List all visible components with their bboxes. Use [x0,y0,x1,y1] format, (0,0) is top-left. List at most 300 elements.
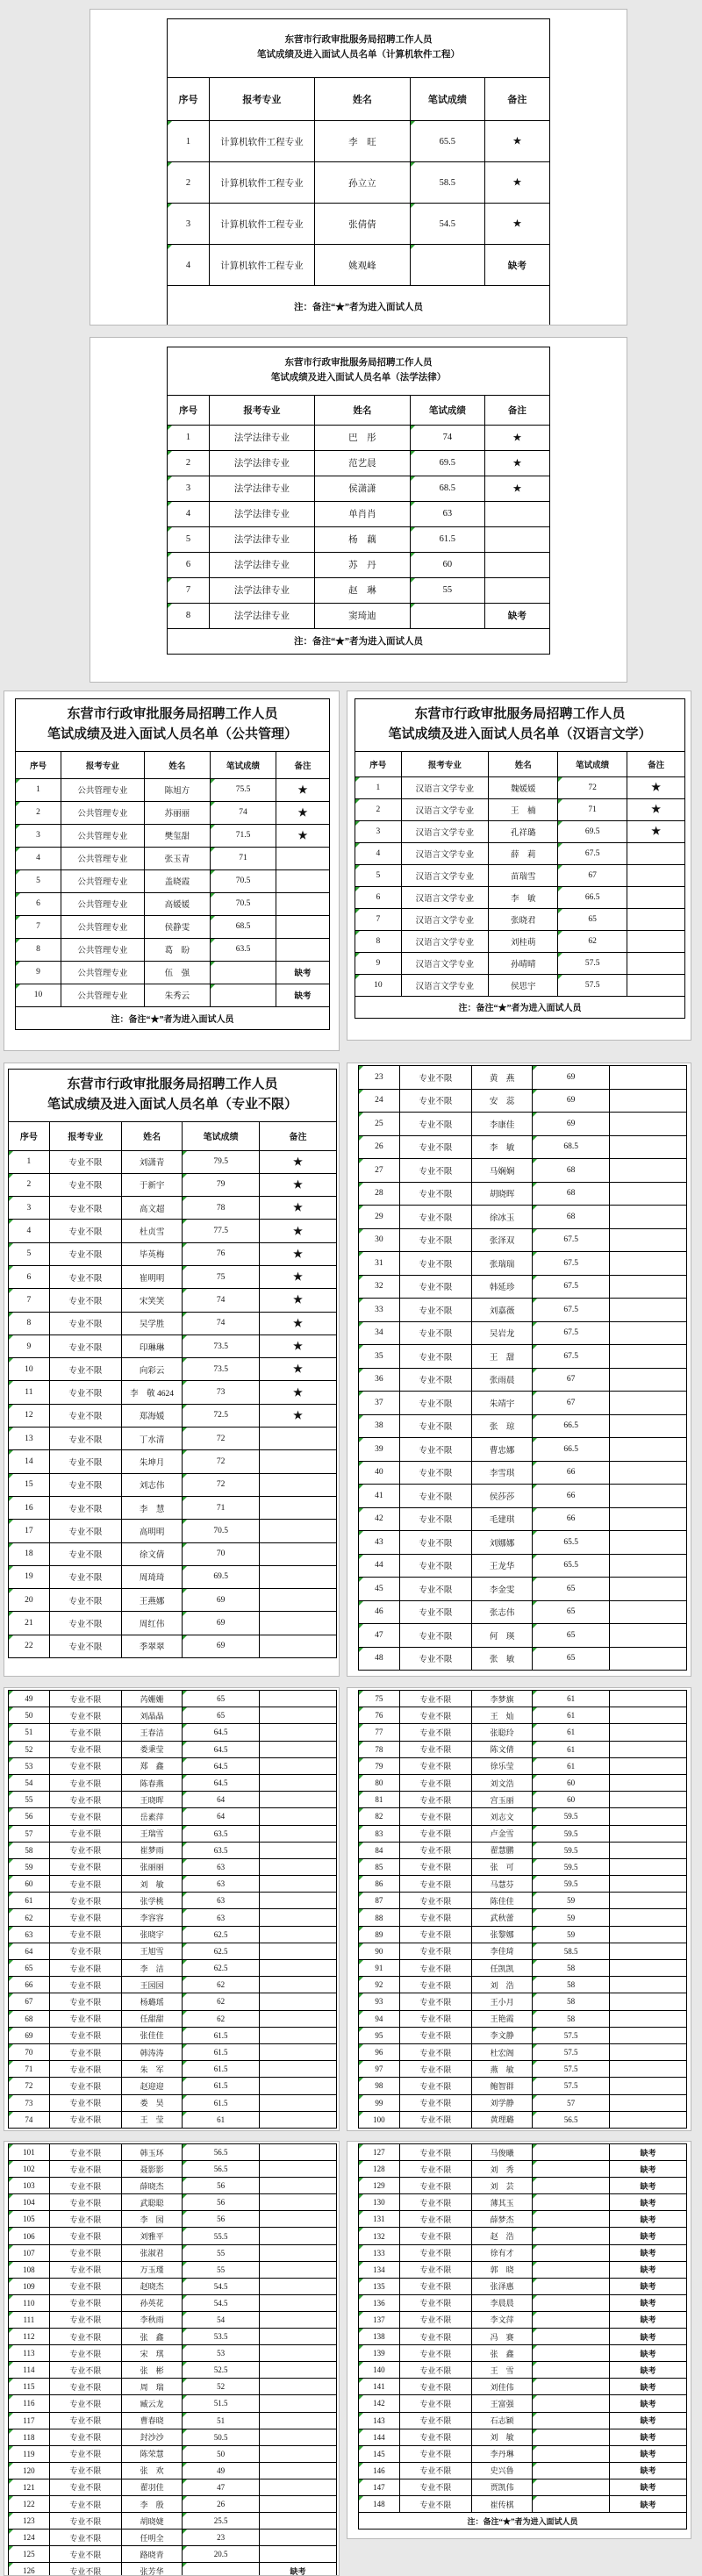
cell-seq: 81 [359,1792,400,1808]
cell-major: 专业不限 [49,1289,121,1312]
cell-seq: 91 [359,1960,400,1977]
cell-score: 63 [410,501,484,526]
cell-major: 汉语言文学专业 [401,886,489,908]
cell-major: 专业不限 [49,2278,121,2294]
cell-major: 计算机软件工程专业 [209,121,314,162]
table-row [359,2161,687,2178]
cell-remark [260,1943,337,1959]
cell-seq: 2 [355,798,402,820]
cell-remark [260,1741,337,1757]
cell-seq: 8 [355,930,402,952]
sheet-title [168,347,550,396]
table-row [359,1228,687,1252]
cell-score [533,2244,610,2261]
table-row [9,2261,337,2278]
cell-major: 专业不限 [49,2244,121,2261]
cell-seq: 4 [355,842,402,864]
cell-remark [484,526,549,552]
cell-name: 葛 盼 [144,938,210,961]
table-row [359,1842,687,1858]
cell-major: 专业不限 [49,1774,121,1791]
title-row [355,699,685,752]
cell-seq: 8 [168,603,210,628]
cell-name: 宋笑笑 [122,1289,183,1312]
cell-seq: 42 [359,1507,400,1531]
table-row [359,1345,687,1369]
cell-major: 专业不限 [399,1159,471,1183]
cell-remark: 缺考 [484,245,549,286]
table-row [359,2345,687,2362]
col-major: 报考专业 [209,78,314,121]
title-line-2: 笔试成绩及进入面试人员名单（计算机软件工程） [257,50,460,60]
table-row [359,1299,687,1322]
table-row [9,1858,337,1875]
cell-major: 专业不限 [399,2211,471,2228]
cell-name: 翟羽佳 [122,2479,183,2495]
cell-seq: 92 [359,1977,400,1993]
cell-name: 宋 琪 [122,2345,183,2362]
cell-seq: 66 [9,1977,50,1993]
cell-remark [610,2111,687,2128]
cell-major: 专业不限 [399,2462,471,2479]
cell-major: 汉语言文学专业 [401,776,489,798]
cell-name: 冯 赛 [472,2329,533,2345]
cell-remark [260,1960,337,1977]
cell-major: 专业不限 [49,1565,121,1588]
cell-name: 李容容 [122,1909,183,1926]
cell-major: 专业不限 [49,2412,121,2429]
table-row [359,2061,687,2078]
table-row [359,1724,687,1741]
cell-score [210,984,276,1006]
cell-score [533,2278,610,2294]
cell-remark [610,1113,687,1136]
title-line-1: 东营市行政审批服务局招聘工作人员 [414,707,626,721]
cell-major: 专业不限 [49,1792,121,1808]
table-row [9,2495,337,2512]
cell-score: 70.5 [210,892,276,915]
cell-seq: 124 [9,2529,50,2546]
cell-score: 61.5 [410,526,484,552]
table-row [16,847,330,869]
cell-name: 陈春燕 [122,1774,183,1791]
cell-remark [610,1960,687,1977]
title-line-2: 笔试成绩及进入面试人员名单（汉语言文学） [388,727,652,742]
cell-major: 专业不限 [49,1404,121,1427]
cell-remark [276,892,330,915]
cell-major: 专业不限 [399,1893,471,1909]
table-row [359,2479,687,2495]
cell-major: 计算机软件工程专业 [209,245,314,286]
table-row [9,1242,337,1265]
cell-remark [260,1893,337,1909]
table-row [9,1926,337,1943]
cell-score: 67.5 [533,1228,610,1252]
cell-seq: 30 [359,1228,400,1252]
title-row [168,347,550,396]
cell-major: 专业不限 [49,1724,121,1741]
cell-score: 54.5 [183,2294,260,2311]
cell-score [533,2429,610,2445]
cell-score: 65.5 [410,121,484,162]
cell-name: 马娴娴 [472,1159,533,1183]
cell-score: 57.5 [558,952,627,974]
cell-remark [260,1825,337,1842]
cell-remark [260,1842,337,1858]
cell-remark [610,1368,687,1392]
cell-remark [260,2244,337,2261]
cell-seq: 39 [359,1438,400,1462]
cell-seq: 87 [359,1893,400,1909]
cell-seq: 1 [168,425,210,450]
table-row [9,2043,337,2060]
table-row [9,1428,337,1450]
cell-name: 万玉瑾 [122,2261,183,2278]
cell-remark: 缺考 [276,961,330,984]
table-row [168,552,550,577]
cell-remark: 缺考 [610,2462,687,2479]
cell-name: 徐有才 [472,2244,533,2261]
cell-seq: 139 [359,2345,400,2362]
cell-major: 专业不限 [49,1635,121,1657]
table-row [355,798,685,820]
table-row [9,1691,337,1707]
table-row [355,842,685,864]
cell-name: 陈荣慧 [122,2445,183,2462]
cell-name: 徐文倩 [122,1542,183,1565]
cell-major: 专业不限 [49,2043,121,2060]
cell-seq: 26 [359,1135,400,1159]
cell-remark [260,2043,337,2060]
cell-name: 姚观峰 [314,245,410,286]
cell-seq: 105 [9,2211,50,2228]
cell-remark: ★ [276,778,330,801]
cell-remark [260,1858,337,1875]
cell-score [533,2329,610,2345]
cell-remark [610,1741,687,1757]
cell-remark [610,1724,687,1741]
cell-seq: 1 [16,778,61,801]
cell-score [533,2144,610,2161]
cell-major: 专业不限 [399,2228,471,2244]
cell-score: 52 [183,2379,260,2395]
sheet-unlimited-page-4 [347,1687,691,2131]
cell-major: 专业不限 [399,2061,471,2078]
cell-score: 55.5 [183,2228,260,2244]
cell-score: 67.5 [558,842,627,864]
cell-name: 韩涛涛 [122,2043,183,2060]
cell-seq: 74 [9,2111,50,2128]
cell-score: 70.5 [183,1520,260,1542]
table-row [9,2311,337,2328]
cell-major: 专业不限 [49,2027,121,2043]
cell-name: 王 甜 [472,1345,533,1369]
cell-name: 石志颖 [472,2412,533,2429]
cell-score: 50 [183,2445,260,2462]
table-row [9,1943,337,1959]
cell-name: 李佳琦 [472,1943,533,1959]
cell-score: 67.5 [533,1299,610,1322]
cell-name: 侯潇潇 [314,476,410,501]
table-row [9,1312,337,1335]
cell-score: 72.5 [183,1404,260,1427]
table-row [9,2445,337,2462]
cell-score: 65 [533,1578,610,1601]
table-row [9,1565,337,1588]
cell-name: 郑海媛 [122,1404,183,1427]
cell-seq: 118 [9,2429,50,2445]
table-row [168,121,550,162]
cell-name: 王燕娜 [122,1589,183,1612]
note-text: 注：备注“★”者为进入面试人员 [355,996,685,1018]
table-row [9,2462,337,2479]
cell-seq: 70 [9,2043,50,2060]
cell-name: 樊玺甜 [144,824,210,847]
cell-name: 吴岩龙 [472,1321,533,1345]
cell-name: 臧云龙 [122,2395,183,2412]
cell-score [183,2563,260,2576]
cell-major: 专业不限 [49,1943,121,1959]
cell-seq: 3 [16,824,61,847]
score-table [358,1690,687,2129]
table-row [9,1808,337,1825]
cell-major: 专业不限 [399,1438,471,1462]
cell-seq: 107 [9,2244,50,2261]
table-row [168,425,550,450]
cell-major: 专业不限 [399,2445,471,2462]
table-row [359,1066,687,1090]
table-row [359,2094,687,2111]
table-row [9,2546,337,2563]
cell-major: 专业不限 [399,2278,471,2294]
cell-seq: 140 [359,2362,400,2379]
cell-remark [610,1792,687,1808]
cell-seq: 12 [9,1404,50,1427]
cell-score: 49 [183,2462,260,2479]
cell-score: 56.5 [533,2111,610,2128]
cell-major: 专业不限 [49,2479,121,2495]
table-row [9,2429,337,2445]
cell-name: 娄 昊 [122,2094,183,2111]
cell-remark: 缺考 [610,2412,687,2429]
note-row [359,2513,687,2529]
cell-remark [260,1724,337,1741]
cell-score: 65 [183,1691,260,1707]
table-row [359,2329,687,2345]
sheet-title [355,699,685,752]
cell-seq: 2 [168,162,210,204]
cell-score: 67.5 [533,1321,610,1345]
cell-major: 专业不限 [49,2462,121,2479]
cell-name: 杨 藕 [314,526,410,552]
cell-major: 计算机软件工程专业 [209,204,314,245]
cell-major: 专业不限 [49,2194,121,2211]
cell-seq: 55 [9,1792,50,1808]
title-line-1: 东营市行政审批服务局招聘工作人员 [67,707,278,721]
cell-seq: 44 [359,1554,400,1578]
cell-seq: 98 [359,2078,400,2094]
cell-name: 王富强 [472,2395,533,2412]
table-row [359,1691,687,1707]
cell-score: 63 [183,1876,260,1893]
cell-seq: 21 [9,1612,50,1635]
cell-seq: 13 [9,1428,50,1450]
cell-score: 69.5 [558,820,627,842]
cell-remark: ★ [484,121,549,162]
table-row [359,2311,687,2328]
cell-score: 62 [558,930,627,952]
cell-name: 曹春晓 [122,2412,183,2429]
table-row [9,1774,337,1791]
table-row [359,1926,687,1943]
title-row [9,1070,337,1122]
cell-remark [260,1691,337,1707]
score-table [358,2143,687,2529]
cell-seq: 82 [359,1808,400,1825]
table-row [168,245,550,286]
cell-seq: 134 [359,2261,400,2278]
cell-remark [260,2178,337,2194]
cell-score: 67 [533,1392,610,1415]
cell-name: 李文萍 [472,2311,533,2328]
cell-score [533,2228,610,2244]
cell-major: 专业不限 [399,1993,471,2010]
table-row [9,2412,337,2429]
cell-major: 专业不限 [49,2111,121,2128]
cell-remark: 缺考 [610,2161,687,2178]
cell-score: 72 [183,1450,260,1473]
cell-seq: 45 [359,1578,400,1601]
cell-major: 专业不限 [49,1473,121,1496]
cell-major: 专业不限 [399,1531,471,1555]
cell-major: 专业不限 [399,1691,471,1707]
cell-major: 专业不限 [49,2211,121,2228]
cell-major: 公共管理专业 [61,778,144,801]
cell-major: 专业不限 [399,1066,471,1090]
table-row [359,1774,687,1791]
cell-name: 张 可 [472,1858,533,1875]
cell-major: 专业不限 [399,1926,471,1943]
cell-name: 韩延珍 [472,1275,533,1299]
cell-score: 64.5 [183,1757,260,1774]
cell-remark [260,2329,337,2345]
table-row [359,1909,687,1926]
col-seq: 序号 [168,395,210,425]
cell-name: 张聪玲 [472,1724,533,1741]
table-row [359,1438,687,1462]
cell-score: 69 [533,1089,610,1113]
table-row [359,2194,687,2211]
cell-seq: 144 [359,2429,400,2445]
table-row [9,1589,337,1612]
cell-major: 法学法律专业 [209,552,314,577]
cell-score: 71.5 [210,824,276,847]
cell-seq: 137 [359,2311,400,2328]
cell-name: 侯静雯 [144,915,210,938]
cell-remark [260,2429,337,2445]
cell-major: 专业不限 [49,2010,121,2027]
cell-score: 76 [183,1242,260,1265]
table-row [359,2178,687,2194]
cell-seq: 10 [16,984,61,1006]
cell-remark: 缺考 [610,2211,687,2228]
cell-seq: 18 [9,1542,50,1565]
cell-name: 聂影影 [122,2161,183,2178]
table-row [168,603,550,628]
cell-score: 66 [533,1507,610,1531]
cell-remark [610,1414,687,1438]
cell-score: 56 [183,2178,260,2194]
cell-score: 59.5 [533,1858,610,1875]
cell-score: 69 [533,1066,610,1090]
cell-seq: 125 [9,2546,50,2563]
cell-remark [260,2445,337,2462]
cell-major: 专业不限 [399,2043,471,2060]
cell-remark: ★ [484,476,549,501]
cell-remark [260,2529,337,2546]
table-row [355,776,685,798]
cell-name: 朱坤月 [122,1450,183,1473]
cell-seq: 106 [9,2228,50,2244]
cell-name: 封沙沙 [122,2429,183,2445]
cell-seq: 3 [9,1197,50,1220]
note-text: 注：备注“★”者为进入面试人员 [16,1006,330,1029]
cell-remark: 缺考 [610,2261,687,2278]
cell-score: 64 [183,1792,260,1808]
table-row [355,930,685,952]
cell-remark [260,2061,337,2078]
cell-score: 51.5 [183,2395,260,2412]
cell-name: 胡晓晖 [472,1182,533,1206]
cell-major: 专业不限 [399,1554,471,1578]
cell-name: 郑 鑫 [122,1757,183,1774]
table-row [359,2228,687,2244]
cell-remark [260,1473,337,1496]
cell-name: 李 园 [122,2211,183,2228]
cell-major: 法学法律专业 [209,603,314,628]
cell-remark: ★ [260,1312,337,1335]
table-row [9,2395,337,2412]
cell-seq: 37 [359,1392,400,1415]
cell-seq: 102 [9,2161,50,2178]
cell-remark [627,864,685,886]
cell-major: 汉语言文学专业 [401,930,489,952]
cell-name: 马俊曦 [472,2144,533,2161]
cell-major: 专业不限 [49,1707,121,1724]
table-row [9,2194,337,2211]
table-row [359,1647,687,1671]
table-row [168,526,550,552]
cell-major: 专业不限 [399,2329,471,2345]
score-table [358,1065,687,1671]
cell-seq: 128 [359,2161,400,2178]
cell-major: 专业不限 [49,1842,121,1858]
cell-name: 张 鑫 [122,2329,183,2345]
cell-remark [260,1993,337,2010]
cell-name: 崔传棋 [472,2495,533,2512]
cell-major: 公共管理专业 [61,892,144,915]
cell-remark: ★ [260,1335,337,1357]
cell-score: 56 [183,2194,260,2211]
cell-name: 赵晓杰 [122,2278,183,2294]
table-row [9,1520,337,1542]
cell-score: 57.5 [533,2078,610,2094]
cell-seq: 131 [359,2211,400,2228]
cell-name: 孙立立 [314,162,410,204]
cell-major: 专业不限 [399,1960,471,1977]
table-row [9,1542,337,1565]
cell-score [410,245,484,286]
